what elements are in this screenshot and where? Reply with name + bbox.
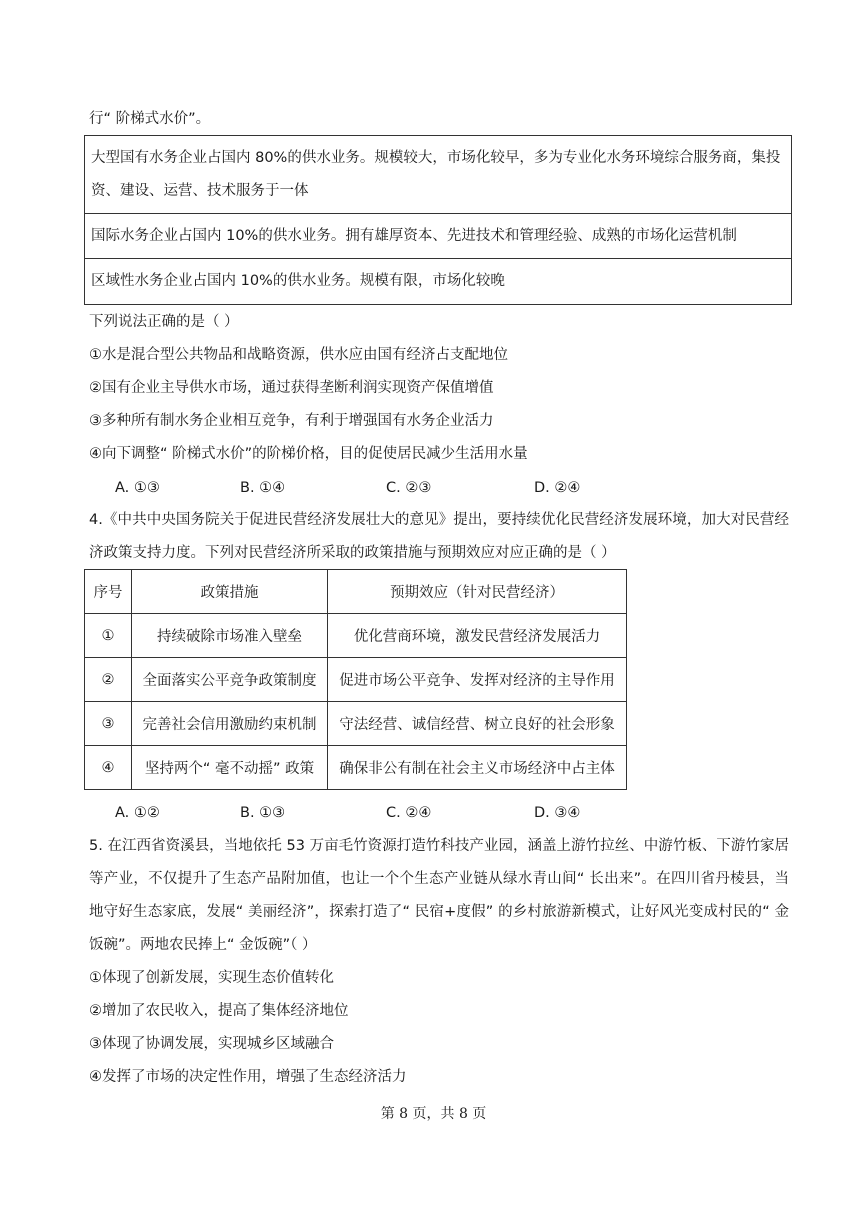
q5-item: ③体现了协调发展，实现城乡区域融合 [89, 1036, 334, 1052]
q3-item: ②国有企业主导供水市场，通过获得垄断利润实现资产保值增值 [89, 380, 494, 396]
table-cell: 坚持两个“ 毫不动摇” 政策 [132, 746, 328, 790]
q3-stem: 下列说法正确的是（ ） [89, 314, 239, 330]
table-row: 大型国有水务企业占国内 80%的供水业务。规模较大，市场化较早，多为专业化水务环境综合服务商，集投资、建设、运营、技术服务于一体 [85, 136, 791, 214]
table-row: 区域性水务企业占国内 10%的供水业务。规模有限，市场化较晚 [91, 273, 505, 289]
table-cell: ④ [85, 746, 132, 790]
q4-option-c: C. ②④ [386, 805, 432, 821]
table-row [85, 658, 627, 702]
header-cell: 政策措施 [132, 570, 328, 614]
table-row: 国际水务企业占国内 10%的供水业务。拥有雄厚资本、先进技术和管理经验、成熟的市场化运营机制 [85, 214, 791, 259]
q3-option-b: B. ①④ [240, 480, 286, 496]
header-cell: 预期效应（针对民营经济） [328, 570, 627, 614]
table-row [85, 614, 627, 658]
table-cell: 确保非公有制在社会主义市场经济中占主体 [328, 746, 627, 790]
policy-table [84, 569, 627, 790]
table-cell: ② [85, 658, 132, 702]
table-row [85, 746, 627, 790]
q4-option-a: A. ①② [115, 805, 160, 821]
q5-stem: 5. 在江西省资溪县，当地依托 53 万亩毛竹资源打造竹科技产业园，涵盖上游竹拉丝、中游竹板、下游竹家居等产业，不仅提升了生态产品附加值，也让一个个生态产业链从绿水青山间“ 长出来”。在四川省丹棱县，当地守好生态家底，发展“ 美丽经济”，探索打造了“ 民宿+度假” 的乡村旅游新模式，让好风光变成村民的“ 金饭碗”。两地农民捧上“ 金饭碗”（ ） [89, 838, 789, 953]
q5-item: ④发挥了市场的决定性作用，增强了生态经济活力 [89, 1069, 407, 1085]
table-cell: 促进市场公平竞争、发挥对经济的主导作用 [328, 658, 627, 702]
table-row [85, 702, 627, 746]
q3-item: ④向下调整“ 阶梯式水价”的阶梯价格，目的促使居民减少生活用水量 [89, 446, 528, 462]
q5-item: ②增加了农民收入，提高了集体经济地位 [89, 1003, 349, 1019]
table-cell: 持续破除市场准入壁垒 [132, 614, 328, 658]
header-cell: 序号 [85, 570, 132, 614]
table-header-row [85, 570, 627, 614]
q3-option-c: C. ②③ [386, 480, 432, 496]
table-cell: ③ [85, 702, 132, 746]
q5-item: ①体现了创新发展，实现生态价值转化 [89, 970, 334, 986]
q4-stem: 4.《中共中央国务院关于促进民营经济发展壮大的意见》提出，要持续优化民营经济发展环境，加大对民营经济政策支持力度。下列对民营经济所采取的政策措施与预期效应对应正确的是（ ） [89, 512, 789, 561]
water-enterprise-table [84, 135, 792, 305]
q4-option-d: D. ③④ [534, 805, 581, 821]
table-cell: 守法经营、诚信经营、树立良好的社会形象 [328, 702, 627, 746]
q3-item: ③多种所有制水务企业相互竞争，有利于增强国有水务企业活力 [89, 413, 494, 429]
q3-option-a: A. ①③ [115, 480, 160, 496]
table-cell: 全面落实公平竞争政策制度 [132, 658, 328, 702]
q3-option-d: D. ②④ [534, 480, 581, 496]
table-cell: ① [85, 614, 132, 658]
q4-option-b: B. ①③ [240, 805, 286, 821]
intro-line: 行“ 阶梯式水价”。 [89, 111, 211, 127]
table-cell: 优化营商环境，激发民营经济发展活力 [328, 614, 627, 658]
page-footer: 第 8 页，共 8 页 [380, 1106, 487, 1122]
table-cell: 完善社会信用激励约束机制 [132, 702, 328, 746]
q3-item: ①水是混合型公共物品和战略资源，供水应由国有经济占支配地位 [89, 347, 508, 363]
